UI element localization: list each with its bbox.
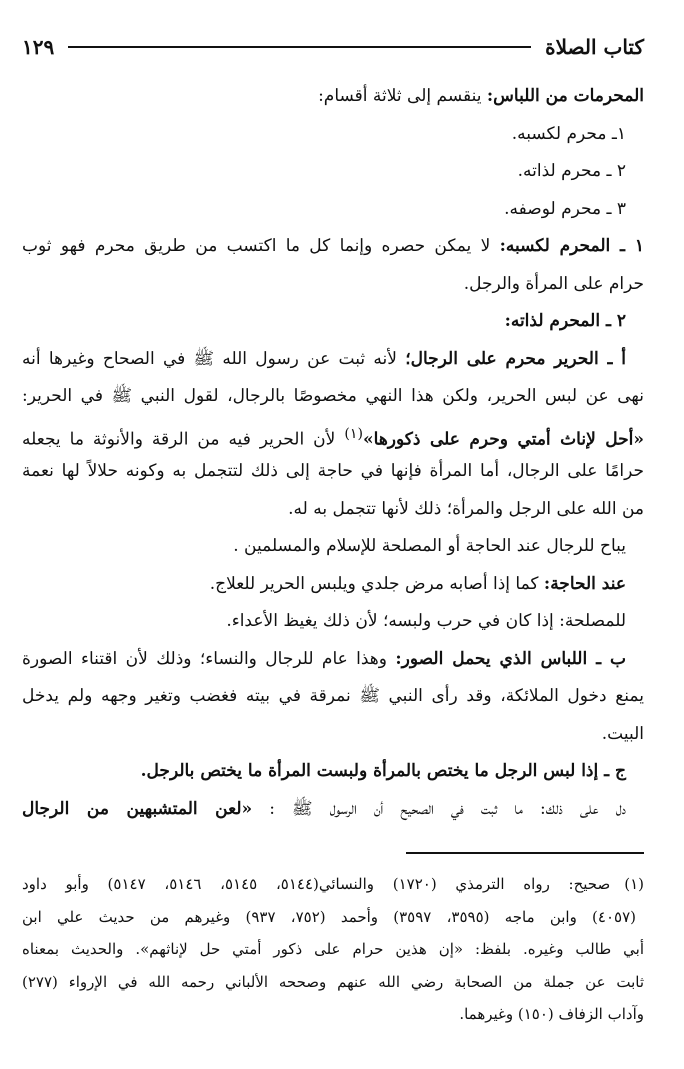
text-run: يمنع دخول الملائكة، وقد رأى النبي ﷺ نمرقة في بيته فغضب وتغير وجهه ولم يدخل <box>22 686 644 706</box>
page-header <box>22 30 644 64</box>
text-line <box>22 378 644 416</box>
text-run: لا يمكن حصره وإنما كل ما اكتسب من طريق محرم فهو ثوب <box>22 236 500 256</box>
text-line <box>22 491 644 529</box>
text-line <box>22 341 644 379</box>
page-number: ١٢٩ <box>22 35 55 59</box>
footnote-marker: (١) <box>624 875 644 893</box>
text-line <box>22 116 644 154</box>
footnote-line <box>22 966 644 999</box>
text-line <box>22 678 644 716</box>
bold-text: المحرمات من اللباس: <box>486 86 644 106</box>
text-run: وهذا عام للرجال والنساء؛ وذلك لأن اقتناء الصورة <box>22 648 396 669</box>
text-line <box>22 228 644 266</box>
text-line <box>22 303 644 341</box>
footnote-separator <box>406 852 644 854</box>
text-run: لأنه ثبت عن رسول الله ﷺ في الصحاح وغيرها أنه <box>22 348 406 369</box>
text-line <box>22 78 644 116</box>
bold-text: ٢ ـ المحرم لذاته: <box>504 311 626 331</box>
main-text <box>22 78 644 828</box>
text-run: وآداب الزفاف (١٥٠) وغيرهما. <box>459 1005 644 1023</box>
bold-text: ب ـ اللباس الذي يحمل الصور: <box>395 648 626 669</box>
bold-text: ج ـ إذا لبس الرجل ما يختص بالمرأة ولبست المرأة ما يختص بالرجل. <box>140 761 626 781</box>
text-line <box>22 416 644 454</box>
text-line <box>22 191 644 229</box>
text-run: يباح للرجال عند الحاجة أو المصلحة للإسلام والمسلمين . <box>233 536 626 556</box>
text-run: ينقسم إلى ثلاثة أقسام: <box>318 86 487 106</box>
text-line <box>22 641 644 679</box>
text-run: حرام على المرأة والرجل. <box>463 273 644 294</box>
text-line <box>22 753 644 791</box>
text-run: دل على ذلك: ما ثبت في الصحيح أن الرسول ﷺ : <box>252 798 627 819</box>
text-run: كما إذا أصابه مرض جلدي ويلبس الحرير للعلاج. <box>209 573 544 594</box>
text-run: البيت. <box>601 723 644 744</box>
text-line <box>22 566 644 604</box>
text-run: لأن الحرير فيه من الرقة والأنوثة ما يجعله <box>22 429 345 450</box>
footnote-line <box>22 933 644 966</box>
text-run: ٢ ـ محرم لذاته. <box>517 161 626 181</box>
footnote-line <box>22 998 644 1031</box>
book-page <box>22 0 644 1069</box>
text-run: من الله على الرجل والمرأة؛ ذلك لأنها تتجمل به له. <box>288 498 644 519</box>
bold-text: «أحل لإناث أمتي وحرم على ذكورها» <box>363 429 644 450</box>
text-line <box>22 791 644 829</box>
footnote-line <box>22 868 644 901</box>
bold-text: ١ ـ المحرم لكسبه: <box>499 236 644 256</box>
footnote-line <box>22 901 644 934</box>
text-line <box>22 453 644 491</box>
text-line <box>22 153 644 191</box>
bold-text: «لعن المتشبهين من الرجال <box>22 798 253 819</box>
bold-text: عند الحاجة: <box>543 573 626 594</box>
text-run: ثابت عن جملة من الصحابة رضي الله عنهم وصححه الألباني رحمه الله في الإرواء (٢٧٧) <box>22 972 644 991</box>
text-run: صحيح: رواه الترمذي (١٧٢٠) والنسائي(٥١٤٤، ٥١٤٥، ٥١٤٦، ٥١٤٧) وأبو داود <box>22 875 611 893</box>
text-run: (٤٠٥٧) وابن ماجه (٣٥٩٥، ٣٥٩٧) وأحمد (٧٥٢، ٩٣٧) وغيرهم من حديث علي ابن <box>22 907 637 926</box>
text-run: ٣ ـ محرم لوصفه. <box>504 198 626 219</box>
running-title: كتاب الصلاة <box>545 35 644 59</box>
text-run: للمصلحة: إذا كان في حرب ولبسه؛ لأن ذلك يغيظ الأعداء. <box>226 611 626 631</box>
text-run: نهى عن لبس الحرير، ولكن هذا النهي مخصوصًا بالرجال، لقول النبي ﷺ في الحرير: <box>22 386 644 406</box>
text-line <box>22 266 644 304</box>
footnote-marker: (١) <box>344 425 364 442</box>
footnotes <box>22 868 644 1031</box>
text-line <box>22 716 644 754</box>
text-run: أبي طالب وغيره. بلفظ: «إن هذين حرام على ذكور أمتي حل لإناثهم». والحديث بمعناه <box>22 940 644 958</box>
text-run: ١ـ محرم لكسبه. <box>511 123 626 144</box>
header-rule <box>68 46 531 48</box>
bold-text: أ ـ الحرير محرم على الرجال؛ <box>405 348 626 369</box>
text-line <box>22 603 644 641</box>
text-line <box>22 528 644 566</box>
text-run: حرامًا على الرجال، أما المرأة فإنها في حاجة إلى ذلك لتتجمل به وكونه حلالاً لها نعمة <box>22 461 644 481</box>
